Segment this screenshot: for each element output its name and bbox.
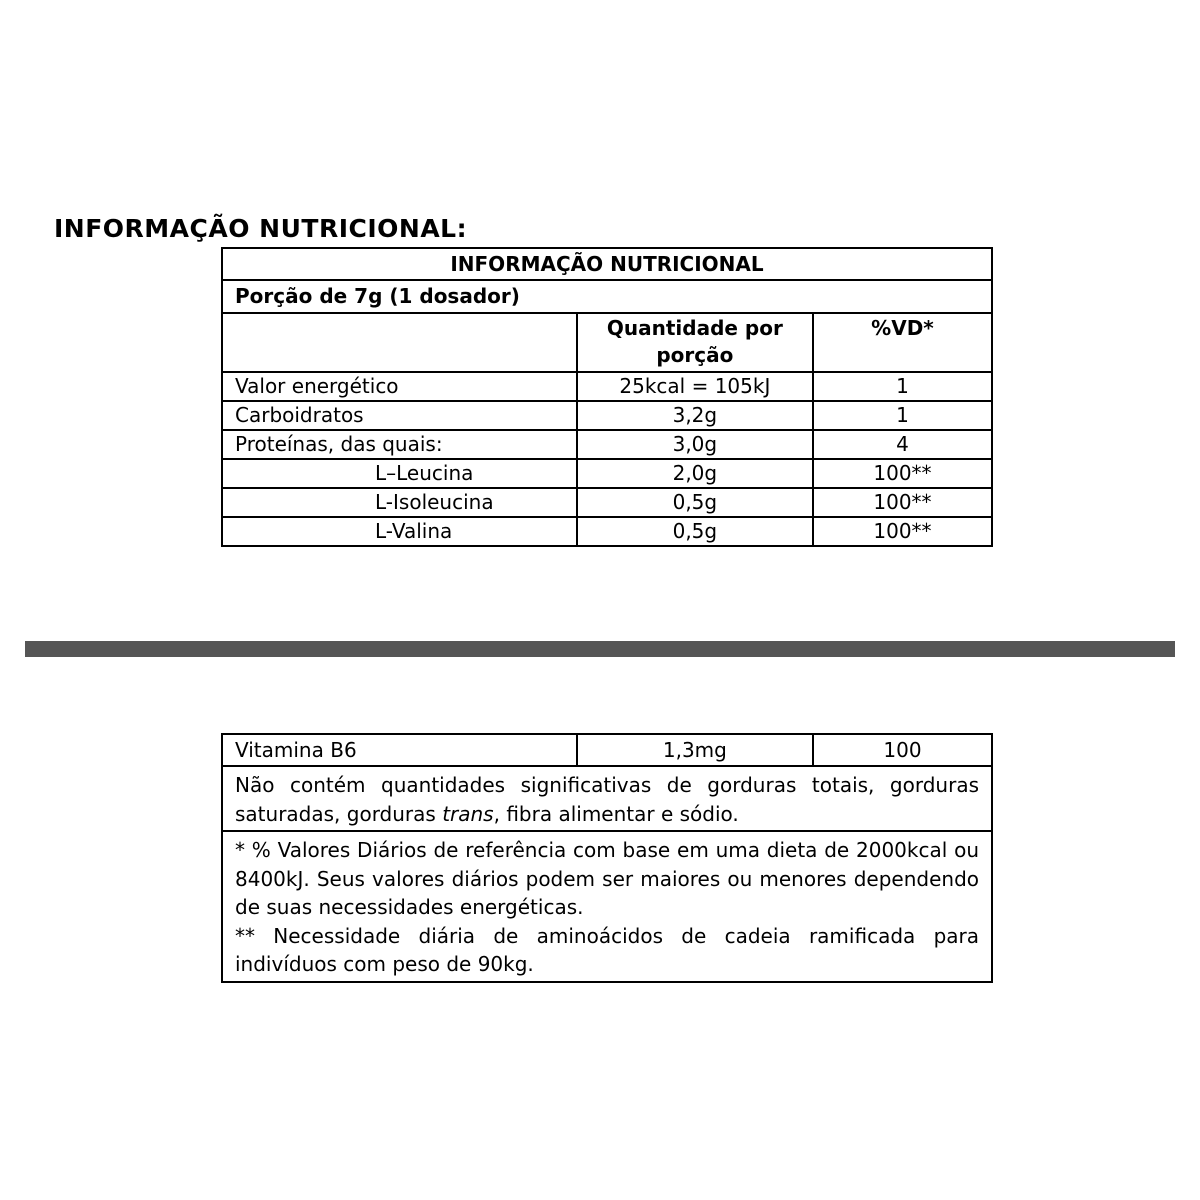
nutrient-name: Carboidratos xyxy=(222,401,577,430)
nutrient-quantity: 3,0g xyxy=(577,430,813,459)
column-header-quantity: Quantidade por porção xyxy=(577,313,813,372)
no-contain-italic: trans xyxy=(442,801,494,826)
nutrient-quantity: 1,3mg xyxy=(577,734,813,766)
column-header-dv: %VD* xyxy=(813,313,992,372)
note-row xyxy=(222,766,992,831)
nutrient-dv: 1 xyxy=(813,372,992,401)
footnote-daily-values: * % Valores Diários de referência com base em uma dieta de 2000kcal ou 8400kJ. Seus valores diários podem ser maiores ou menores dependendo de suas necessidades energéticas. xyxy=(235,838,979,919)
no-contain-text: Não contém quantidades significativas de gorduras totais, gorduras saturadas, gorduras xyxy=(235,773,979,826)
table-row xyxy=(222,488,992,517)
nutrient-quantity: 25kcal = 105kJ xyxy=(577,372,813,401)
nutrient-dv: 100** xyxy=(813,488,992,517)
no-contain-text-end: , fibra alimentar e sódio. xyxy=(493,801,739,826)
no-contain-note xyxy=(222,766,992,831)
nutrient-name: L-Valina xyxy=(222,517,577,546)
table-row xyxy=(222,734,992,766)
column-header-row xyxy=(222,313,992,372)
column-header-empty xyxy=(222,313,577,372)
nutrient-dv: 100** xyxy=(813,459,992,488)
table-row xyxy=(222,430,992,459)
nutrient-name: Vitamina B6 xyxy=(222,734,577,766)
nutrition-table-continued xyxy=(221,733,993,983)
nutrient-dv: 100 xyxy=(813,734,992,766)
nutrient-quantity: 2,0g xyxy=(577,459,813,488)
portion-label: Porção de 7g (1 dosador) xyxy=(222,280,992,313)
page-heading: INFORMAÇÃO NUTRICIONAL: xyxy=(54,214,468,243)
divider-bar xyxy=(25,641,1175,657)
table-row xyxy=(222,459,992,488)
nutrient-name: Proteínas, das quais: xyxy=(222,430,577,459)
footnote-row xyxy=(222,831,992,982)
footnotes xyxy=(222,831,992,982)
nutrient-quantity: 0,5g xyxy=(577,517,813,546)
nutrient-quantity: 3,2g xyxy=(577,401,813,430)
portion-row xyxy=(222,280,992,313)
table-row xyxy=(222,517,992,546)
nutrient-name: L-Isoleucina xyxy=(222,488,577,517)
nutrient-dv: 4 xyxy=(813,430,992,459)
nutrient-name: Valor energético xyxy=(222,372,577,401)
nutrition-table xyxy=(221,247,993,547)
table-title: INFORMAÇÃO NUTRICIONAL xyxy=(222,248,992,280)
nutrient-name: L–Leucina xyxy=(222,459,577,488)
nutrient-quantity: 0,5g xyxy=(577,488,813,517)
nutrient-dv: 100** xyxy=(813,517,992,546)
table-title-row xyxy=(222,248,992,280)
nutrient-dv: 1 xyxy=(813,401,992,430)
table-row xyxy=(222,401,992,430)
table-row xyxy=(222,372,992,401)
footnote-amino-acids: ** Necessidade diária de aminoácidos de cadeia ramificada para indivíduos com peso de 90kg. xyxy=(235,923,979,976)
